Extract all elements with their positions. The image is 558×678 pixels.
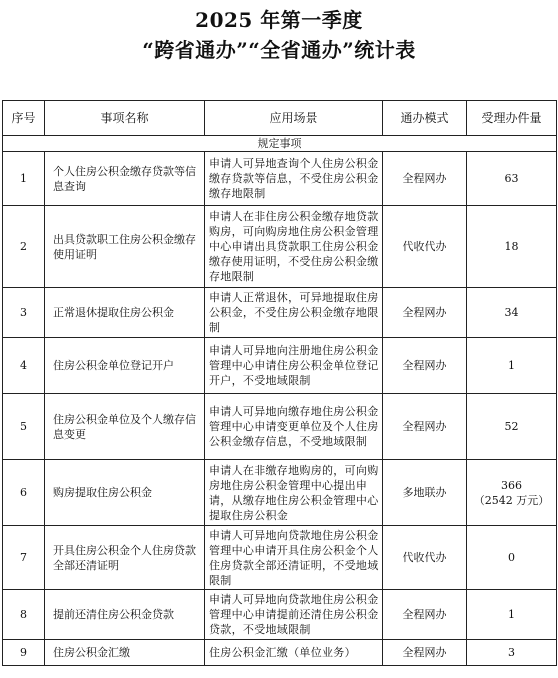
row-scenario: 申请人在非缴存地购房的，可向购房地住房公积金管理中心提出申请，从缴存地住房公积金管理中心提取住房公积金 [205,460,383,526]
row-number: 6 [3,460,45,526]
row-scenario: 住房公积金汇缴（单位业务） [205,640,383,666]
row-count [467,460,557,526]
row-scenario: 申请人可异地向贷款地住房公积金管理中心申请开具住房公积金个人住房贷款全部还清证明，不受地域限制 [205,526,383,590]
row-count [467,338,557,394]
row-mode: 代收代办 [383,206,467,288]
row-mode: 全程网办 [383,288,467,338]
table-row [3,590,557,640]
row-mode: 全程网办 [383,590,467,640]
document-title-line2: “跨省通办”“全省通办”统计表 [142,38,416,62]
section-row [3,136,557,152]
row-mode: 全程网办 [383,338,467,394]
row-item-name: 住房公积金单位及个人缴存信息变更 [45,394,205,460]
table-row [3,640,557,666]
table-row [3,526,557,590]
row-number: 2 [3,206,45,288]
row-scenario: 申请人正常退休，可异地提取住房公积金，不受住房公积金缴存地限制 [205,288,383,338]
table-header-row [3,101,557,136]
row-mode: 全程网办 [383,152,467,206]
header-item-name: 事项名称 [45,101,205,136]
row-count-amount: （2542 万元） [473,493,550,507]
row-scenario: 申请人可异地向注册地住房公积金管理中心申请住房公积金单位登记开户，不受地域限制 [205,338,383,394]
row-count-value: 52 [504,420,519,433]
header-scenario: 应用场景 [205,101,383,136]
row-number: 5 [3,394,45,460]
row-count-value: 63 [504,172,519,185]
row-count-value: 0 [508,551,515,564]
row-mode: 多地联办 [383,460,467,526]
row-count-value: 3 [508,646,515,659]
row-count-value: 1 [508,359,515,372]
row-count-value: 366 [501,478,522,492]
row-scenario: 申请人在非住房公积金缴存地贷款购房，可向购房地住房公积金管理中心申请出具贷款职工住房公积金缴存使用证明，不受住房公积金缴存地限制 [205,206,383,288]
table-row [3,206,557,288]
row-mode: 全程网办 [383,640,467,666]
table-row [3,152,557,206]
row-count [467,590,557,640]
header-count: 受理办件量 [467,101,557,136]
table-row [3,460,557,526]
row-number: 9 [3,640,45,666]
table-row [3,394,557,460]
row-item-name: 提前还清住房公积金贷款 [45,590,205,640]
row-count [467,206,557,288]
header-number: 序号 [3,101,45,136]
row-number: 1 [3,152,45,206]
row-item-name: 住房公积金单位登记开户 [45,338,205,394]
table-row [3,288,557,338]
row-mode: 代收代办 [383,526,467,590]
row-count-value: 34 [504,306,519,319]
document-title-line1: 2025 年第一季度 [195,8,363,32]
row-scenario: 申请人可异地向贷款地住房公积金管理中心申请提前还清住房公积金贷款，不受地域限制 [205,590,383,640]
row-scenario: 申请人可异地向缴存地住房公积金管理中心申请变更单位及个人住房公积金缴存信息，不受地域限制 [205,394,383,460]
row-scenario: 申请人可异地查询个人住房公积金缴存贷款等信息，不受住房公积金缴存地限制 [205,152,383,206]
row-item-name: 个人住房公积金缴存贷款等信息查询 [45,152,205,206]
row-count [467,526,557,590]
statistics-table [2,100,557,666]
row-number: 7 [3,526,45,590]
row-mode: 全程网办 [383,394,467,460]
row-item-name: 住房公积金汇缴 [45,640,205,666]
section-label: 规定事项 [3,136,557,152]
row-count [467,394,557,460]
row-item-name: 购房提取住房公积金 [45,460,205,526]
row-count-value: 1 [508,608,515,621]
row-count-value: 18 [504,240,519,253]
row-number: 8 [3,590,45,640]
row-number: 4 [3,338,45,394]
row-item-name: 出具贷款职工住房公积金缴存使用证明 [45,206,205,288]
row-count [467,152,557,206]
row-number: 3 [3,288,45,338]
table-row [3,338,557,394]
row-item-name: 正常退休提取住房公积金 [45,288,205,338]
row-count [467,288,557,338]
row-count [467,640,557,666]
header-mode: 通办模式 [383,101,467,136]
row-item-name: 开具住房公积金个人住房贷款全部还清证明 [45,526,205,590]
